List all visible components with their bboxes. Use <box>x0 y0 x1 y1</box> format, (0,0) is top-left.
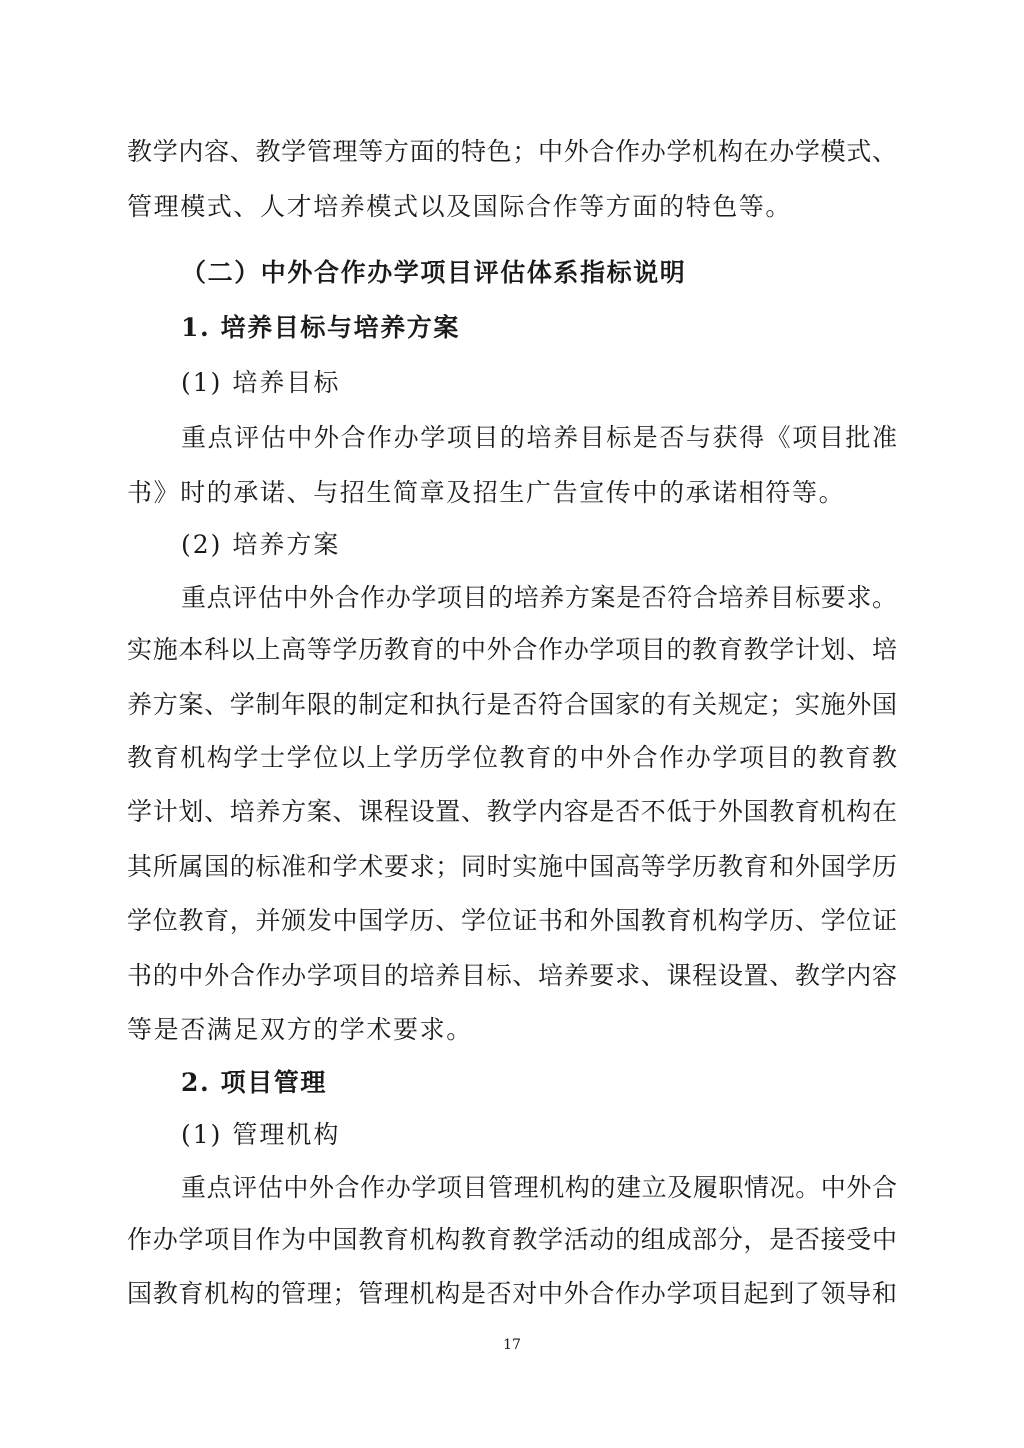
section-heading: （二）中外合作办学项目评估体系指标说明 <box>181 258 687 287</box>
paragraph-line: 书的中外合作办学项目的培养目标、培养要求、课程设置、教学内容 <box>127 961 897 990</box>
paragraph-line: 学计划、培养方案、课程设置、教学内容是否不低于外国教育机构在 <box>127 797 897 826</box>
paragraph-line: 重点评估中外合作办学项目的培养方案是否符合培养目标要求。 <box>181 583 897 612</box>
item-heading: (2) 培养方案 <box>181 530 341 559</box>
paragraph-line: 国教育机构的管理；管理机构是否对中外合作办学项目起到了领导和 <box>127 1279 897 1308</box>
paragraph-line: 作办学项目作为中国教育机构教育教学活动的组成部分，是否接受中 <box>127 1225 897 1254</box>
paragraph-line: 教育机构学士学位以上学历学位教育的中外合作办学项目的教育教 <box>127 743 897 772</box>
item-heading: (1) 管理机构 <box>181 1120 341 1149</box>
subsection-heading: 1. 培养目标与培养方案 <box>181 313 461 342</box>
paragraph-line: 管理模式、人才培养模式以及国际合作等方面的特色等。 <box>127 192 793 221</box>
paragraph-line: 重点评估中外合作办学项目的培养目标是否与获得《项目批准 <box>181 423 897 452</box>
paragraph-line: 其所属国的标准和学术要求；同时实施中国高等学历教育和外国学历 <box>127 852 897 881</box>
paragraph-line: 实施本科以上高等学历教育的中外合作办学项目的教育教学计划、培 <box>127 635 897 664</box>
paragraph-line: 重点评估中外合作办学项目管理机构的建立及履职情况。中外合 <box>181 1173 897 1202</box>
item-heading: (1) 培养目标 <box>181 368 341 397</box>
subsection-heading: 2. 项目管理 <box>181 1068 328 1097</box>
paragraph-line: 教学内容、教学管理等方面的特色；中外合作办学机构在办学模式、 <box>127 137 897 166</box>
paragraph-line: 等是否满足双方的学术要求。 <box>127 1015 473 1044</box>
paragraph-line: 学位教育，并颁发中国学历、学位证书和外国教育机构学历、学位证 <box>127 906 897 935</box>
paragraph-line: 养方案、学制年限的制定和执行是否符合国家的有关规定；实施外国 <box>127 690 897 719</box>
paragraph-line: 书》时的承诺、与招生简章及招生广告宣传中的承诺相符等。 <box>127 478 846 507</box>
page-number: 17 <box>503 1337 521 1353</box>
